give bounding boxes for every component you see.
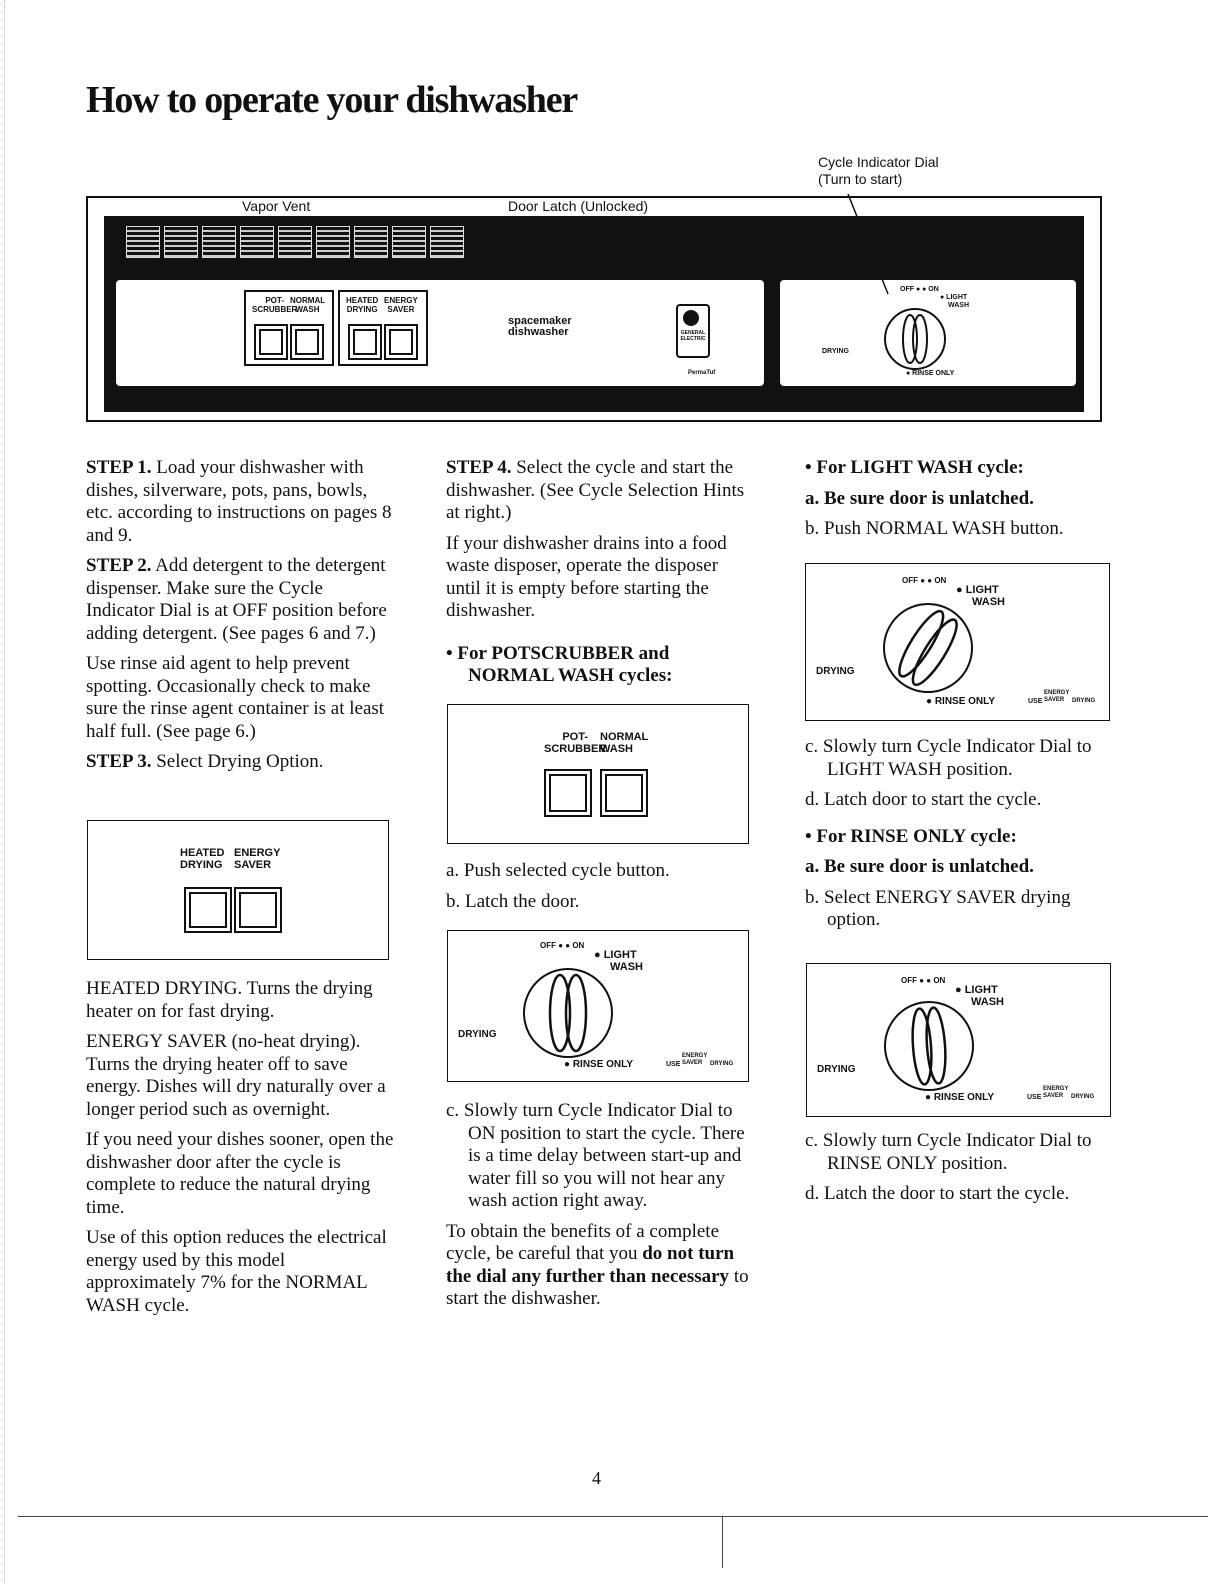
pot-step-b: b. Latch the door.: [446, 890, 580, 912]
obtain-text: [446, 1221, 752, 1311]
saver-label: SAVER: [387, 305, 415, 314]
rinse-step-c: c. Slowly turn Cycle Indicator Dial to RINSE ONLY position.: [805, 1130, 1092, 1174]
heated-drying-button: [348, 324, 382, 360]
step2-label: STEP 2.: [86, 555, 152, 576]
dial-light-energy-saver: [1044, 690, 1069, 704]
energy-saver-text: ENERGY SAVER (no-heat drying). Turns the drying heater off to save energy. Dishes will dry naturally over a longer period such as overnight.: [86, 1031, 386, 1120]
step1: [86, 457, 396, 547]
step1-label: STEP 1.: [86, 457, 152, 478]
step3: [86, 751, 396, 774]
obtain-bold: do not turn the dial any further than necessary: [446, 1243, 735, 1287]
step4-label: STEP 4.: [446, 457, 512, 478]
step2-text: Add detergent to the detergent dispenser. Make sure the Cycle Indicator Dial is at OFF position before adding detergent. (See pages 6 and 7.): [86, 555, 387, 644]
dial-figure-rinse-only: [806, 963, 1111, 1117]
pot-step-c: c. Slowly turn Cycle Indicator Dial to ON position to start the cycle. There is a time delay between start-up and water fill so you will not hear any wash action right away.: [446, 1100, 745, 1211]
brand-text: [508, 316, 572, 338]
panel-dial-rinse: ● RINSE ONLY: [906, 370, 955, 377]
step1-text: Load your dishwasher with dishes, silverware, pots, pans, bowls, etc. according to instructions on pages 8 and 9.: [86, 457, 392, 546]
step4-text: Select the cycle and start the dishwasher. (See Cycle Selection Hints at right.): [446, 457, 745, 523]
dial-on-light: ● LIGHT: [594, 949, 637, 961]
light-step-c: c. Slowly turn Cycle Indicator Dial to LIGHT WASH position.: [805, 736, 1092, 780]
rinse-step-d: d. Latch the door to start the cycle.: [805, 1183, 1070, 1204]
dial-on-use: USE: [666, 1061, 681, 1068]
sooner-text: If you need your dishes sooner, open the dishwasher door after the cycle is complete to reduce the natural drying time.: [86, 1129, 394, 1218]
drying-button-group: [338, 290, 428, 366]
panel-dial-icon: [880, 304, 950, 374]
cycle-dial-pointer-line: [828, 194, 898, 304]
dial-rinse-saver: SAVER: [1043, 1093, 1064, 1099]
fig-wash: WASH: [600, 743, 633, 755]
cycle-dial-callout-line2: (Turn to start): [818, 171, 903, 187]
panel-dial-drying: DRYING: [822, 348, 849, 355]
column-1-lower: [86, 978, 396, 1325]
reduces-text: Use of this option reduces the electrical energy used by this model approximately 7% for the NORMAL WASH cycle.: [86, 1227, 387, 1316]
dial-rinse-icon: [879, 994, 979, 1094]
dial-light-use: USE: [1028, 698, 1043, 705]
panel-band: [104, 216, 1084, 412]
dial-on-off-on: OFF ● ● ON: [540, 941, 585, 950]
dial-on-drying: DRYING: [458, 1029, 497, 1040]
fig-potscrubber-button: [544, 769, 592, 817]
pot-step-a: a. Push selected cycle button.: [446, 860, 670, 881]
column-3-lower: [805, 1130, 1111, 1214]
vapor-vent-label: Vapor Vent: [238, 198, 314, 214]
light-step-d: d. Latch door to start the cycle.: [805, 789, 1042, 810]
dial-light-energy: ENERGY: [1044, 690, 1070, 696]
pot-label: POT-: [265, 296, 284, 305]
light-step-a: a. Be sure door is unlatched.: [805, 487, 1034, 509]
heated-drying-text: HEATED DRYING. Turns the drying heater on for fast drying.: [86, 978, 373, 1022]
drying-label: DRYING: [346, 305, 378, 314]
dial-rinse-wash: WASH: [971, 996, 1004, 1008]
wash-label: WASH: [295, 305, 320, 314]
energy-label: ENERGY: [384, 296, 418, 305]
dial-on-energy-saver: [682, 1053, 707, 1067]
light-wash-heading: • For LIGHT WASH cycle:: [805, 457, 1024, 478]
dial-rinse-drying: DRYING: [817, 1064, 856, 1075]
dial-light-drying: DRYING: [816, 666, 855, 677]
energy-saver-button: [384, 324, 418, 360]
footer-rule: [18, 1516, 1208, 1517]
dial-figure-light-wash: [805, 563, 1110, 721]
cycle-button-group: [244, 290, 334, 366]
permatuf-text: PermaTuf: [688, 370, 716, 376]
fig-energy-saver-button: [234, 887, 282, 933]
disposer-text: If your dishwasher drains into a food waste disposer, operate the disposer until it is empty before starting the dishwasher.: [446, 532, 727, 621]
ge-logo-icon: [676, 304, 710, 358]
column-3-mid: [805, 736, 1111, 940]
step3-text: Select Drying Option.: [151, 751, 324, 772]
brand-line1: spacemaker: [508, 315, 572, 327]
dial-panel: [780, 280, 1076, 386]
control-panel-illustration: [86, 196, 1102, 422]
fig-scrubber: SCRUBBER: [544, 743, 607, 755]
panel-dial-off-on: OFF ● ● ON: [900, 286, 939, 293]
dial-rinse-light: ● LIGHT: [955, 984, 998, 996]
fig-heated-drying-button: [184, 887, 232, 933]
step3-label: STEP 3.: [86, 751, 152, 772]
dial-rinse-rinse: ● RINSE ONLY: [925, 1092, 995, 1103]
fig-normal-wash-button: [600, 769, 648, 817]
dial-figure-on: [447, 930, 749, 1082]
column-2-mid: [446, 860, 752, 921]
dial-light-rinse: ● RINSE ONLY: [926, 696, 996, 707]
cycle-dial-callout: [818, 154, 939, 188]
dial-on-drying-small: DRYING: [710, 1061, 734, 1067]
column-3: [805, 457, 1111, 549]
door-latch-label: Door Latch (Unlocked): [504, 198, 652, 214]
heated-label: HEATED: [346, 296, 379, 305]
dial-light-off-on: OFF ● ● ON: [902, 576, 947, 585]
footer-divider: [722, 1516, 723, 1568]
obtain-post: to start the dishwasher.: [446, 1265, 749, 1309]
drying-option-figure: [87, 820, 389, 960]
dial-rinse-drying-small: DRYING: [1071, 1094, 1095, 1100]
dial-on-energy: ENERGY: [682, 1053, 708, 1059]
fig-energy: ENERGY: [234, 847, 281, 859]
rinse-only-heading: • For RINSE ONLY cycle:: [805, 825, 1017, 847]
fig-pot: POT-: [562, 731, 588, 743]
button-panel: [116, 280, 764, 386]
panel-dial-wash: WASH: [948, 302, 969, 309]
column-2-lower: [446, 1100, 752, 1319]
column-1: [86, 457, 396, 782]
cycle-button-figure: [447, 704, 749, 844]
light-step-b: b. Push NORMAL WASH button.: [805, 518, 1064, 539]
dial-rinse-energy-saver: [1043, 1086, 1068, 1100]
dial-on-icon: [518, 961, 618, 1061]
page-title: How to operate your dishwasher: [86, 79, 578, 121]
dial-light-drying-small: DRYING: [1072, 698, 1096, 704]
step4: [446, 457, 752, 525]
brand-line2: dishwasher: [508, 326, 569, 338]
dial-light-light: ● LIGHT: [956, 584, 999, 596]
pot-normal-heading: • For POTSCRUBBER and NORMAL WASH cycles:: [446, 642, 673, 686]
fig-saver: SAVER: [234, 859, 272, 871]
panel-dial-light: ● LIGHT: [940, 294, 968, 301]
potscrubber-button: [254, 324, 288, 360]
dial-light-wash: WASH: [972, 596, 1005, 608]
normal-label: NORMAL: [290, 296, 326, 305]
rinse-aid-text: Use rinse aid agent to help prevent spotting. Occasionally check to make sure the rinse agent container is at least half full. (See page 6.): [86, 653, 385, 742]
scrubber-label: SCRUBBER: [252, 305, 298, 314]
dial-rinse-energy: ENERGY: [1043, 1086, 1069, 1092]
scan-margin-line: [4, 0, 5, 1584]
rinse-step-a: a. Be sure door is unlatched.: [805, 856, 1034, 877]
dial-on-rinse: ● RINSE ONLY: [564, 1059, 634, 1070]
rinse-step-b: b. Select ENERGY SAVER drying option.: [805, 886, 1071, 930]
dial-on-saver: SAVER: [682, 1060, 703, 1066]
step2: [86, 555, 396, 645]
normal-wash-button: [290, 324, 324, 360]
fig-normal: NORMAL: [600, 731, 649, 743]
column-2: [446, 457, 752, 696]
dial-rinse-off-on: OFF ● ● ON: [901, 976, 946, 985]
fig-drying: DRYING: [180, 859, 223, 871]
cycle-dial-callout-line1: Cycle Indicator Dial: [818, 154, 939, 170]
dial-rinse-use: USE: [1027, 1094, 1042, 1101]
dial-light-saver: SAVER: [1044, 697, 1065, 703]
dial-light-icon: [878, 596, 978, 696]
dial-on-wash: WASH: [610, 961, 643, 973]
fig-heated: HEATED: [180, 847, 225, 859]
logo-text: GENERAL ELECTRIC: [680, 330, 706, 342]
page-number: 4: [592, 1468, 601, 1488]
vapor-vent-grille: [126, 226, 464, 258]
obtain-pre: To obtain the benefits of a complete cycle, be careful that you: [446, 1220, 720, 1264]
